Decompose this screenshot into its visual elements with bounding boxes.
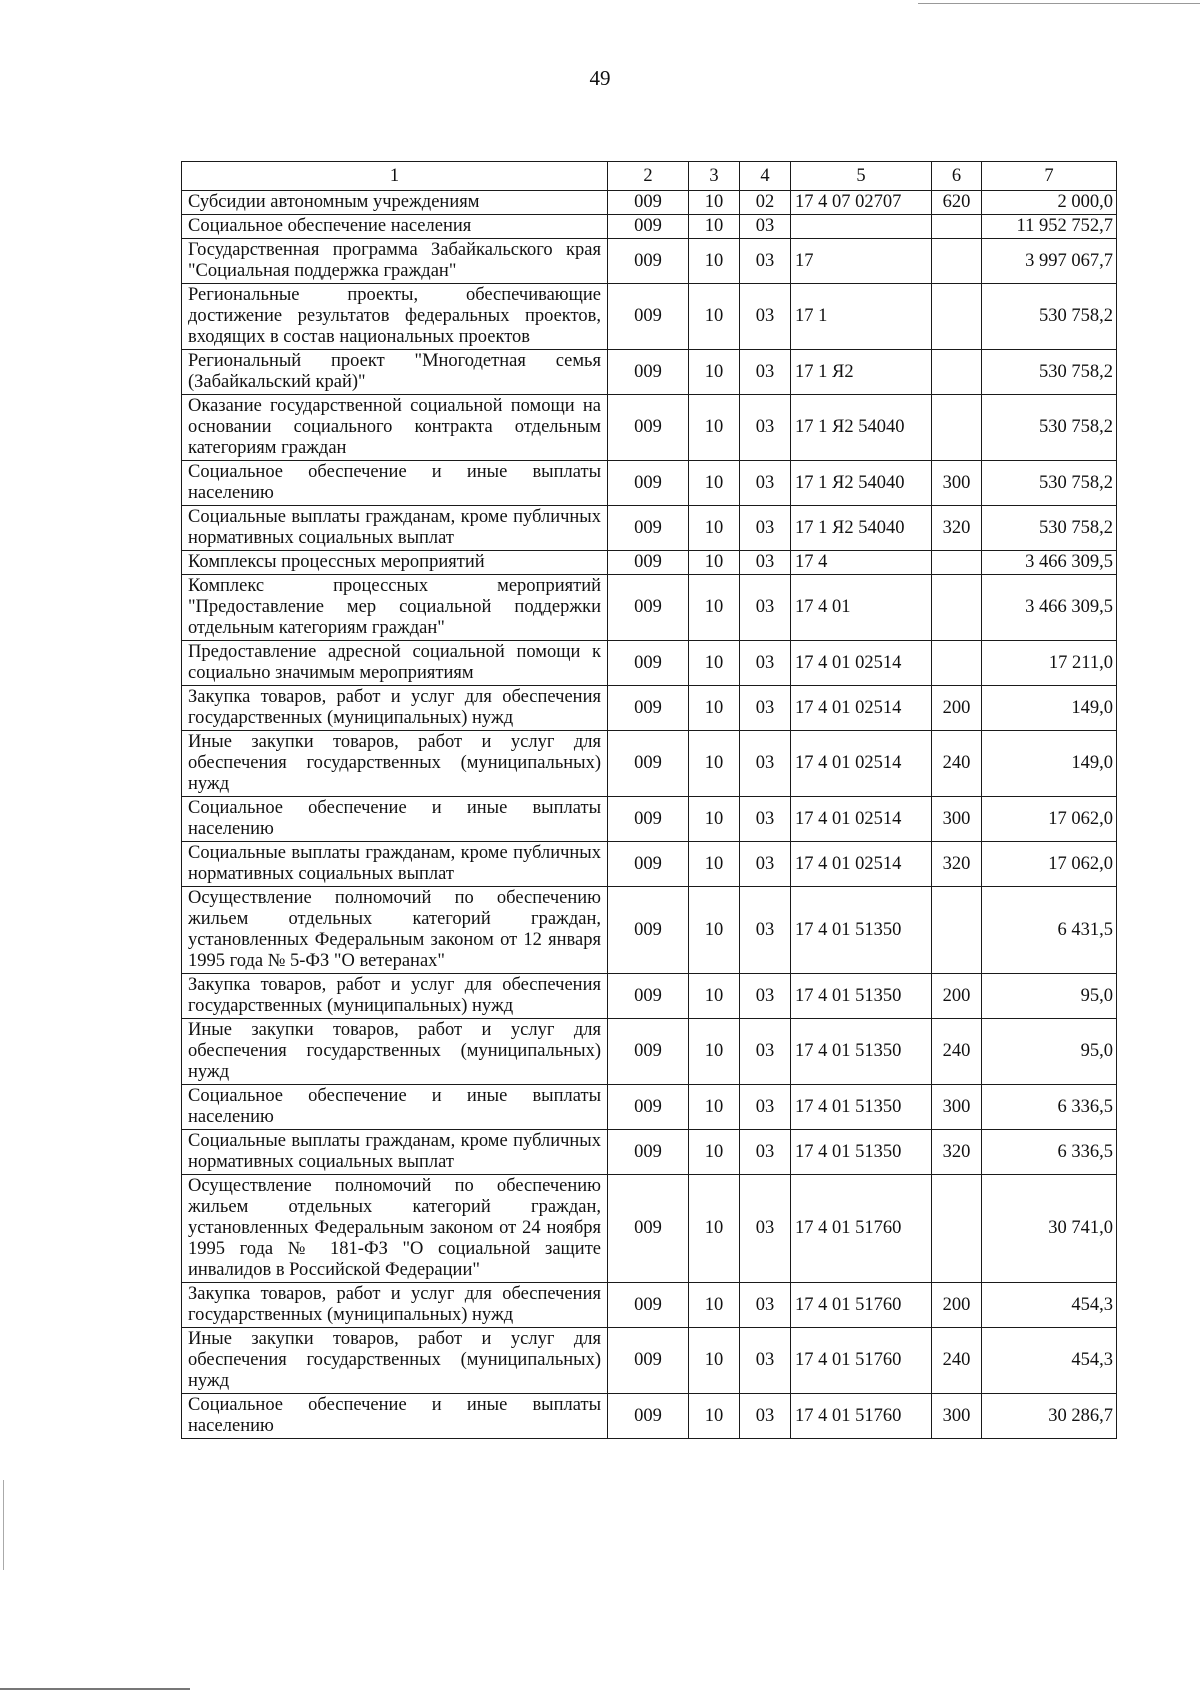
cell-name: Иные закупки товаров, работ и услуг для обеспечения государственных (муниципальных) нужд (182, 1019, 608, 1085)
cell-amount: 530 758,2 (982, 506, 1117, 551)
cell-target-article: 17 4 01 51350 (791, 887, 932, 974)
cell-amount: 11 952 752,7 (982, 215, 1117, 239)
column-header: 3 (689, 162, 740, 191)
cell-name: Социальные выплаты гражданам, кроме публичных нормативных социальных выплат (182, 842, 608, 887)
cell-name: Закупка товаров, работ и услуг для обеспечения государственных (муниципальных) нужд (182, 974, 608, 1019)
cell-name: Субсидии автономным учреждениям (182, 191, 608, 215)
cell-target-article: 17 4 01 51350 (791, 974, 932, 1019)
cell-grbs: 009 (608, 395, 689, 461)
cell-grbs: 009 (608, 239, 689, 284)
cell-amount: 149,0 (982, 686, 1117, 731)
cell-target-article: 17 1 Я2 54040 (791, 506, 932, 551)
cell-subsection: 02 (740, 191, 791, 215)
table-row (182, 887, 1117, 974)
cell-section: 10 (689, 797, 740, 842)
cell-amount: 530 758,2 (982, 350, 1117, 395)
cell-name: Закупка товаров, работ и услуг для обеспечения государственных (муниципальных) нужд (182, 686, 608, 731)
cell-expense-type: 320 (932, 842, 982, 887)
cell-subsection: 03 (740, 686, 791, 731)
cell-subsection: 03 (740, 1019, 791, 1085)
cell-section: 10 (689, 284, 740, 350)
cell-target-article: 17 4 01 (791, 575, 932, 641)
cell-amount: 530 758,2 (982, 395, 1117, 461)
cell-target-article: 17 4 01 02514 (791, 842, 932, 887)
cell-amount: 530 758,2 (982, 284, 1117, 350)
cell-amount: 149,0 (982, 731, 1117, 797)
cell-grbs: 009 (608, 887, 689, 974)
table-row (182, 731, 1117, 797)
cell-grbs: 009 (608, 974, 689, 1019)
cell-target-article: 17 4 01 02514 (791, 686, 932, 731)
cell-subsection: 03 (740, 887, 791, 974)
cell-grbs: 009 (608, 731, 689, 797)
cell-name: Иные закупки товаров, работ и услуг для обеспечения государственных (муниципальных) нужд (182, 1328, 608, 1394)
scan-edge-line (918, 3, 1200, 4)
cell-name: Социальные выплаты гражданам, кроме публичных нормативных социальных выплат (182, 1130, 608, 1175)
cell-expense-type: 200 (932, 1283, 982, 1328)
cell-amount: 2 000,0 (982, 191, 1117, 215)
cell-subsection: 03 (740, 974, 791, 1019)
cell-target-article: 17 4 01 02514 (791, 731, 932, 797)
cell-amount: 6 431,5 (982, 887, 1117, 974)
cell-grbs: 009 (608, 350, 689, 395)
cell-name: Социальное обеспечение и иные выплаты населению (182, 1085, 608, 1130)
cell-expense-type: 240 (932, 1019, 982, 1085)
cell-target-article: 17 4 07 02707 (791, 191, 932, 215)
cell-name: Региональный проект "Многодетная семья (Забайкальский край)" (182, 350, 608, 395)
cell-amount: 30 741,0 (982, 1175, 1117, 1283)
cell-grbs: 009 (608, 1130, 689, 1175)
cell-expense-type: 620 (932, 191, 982, 215)
cell-section: 10 (689, 1283, 740, 1328)
cell-expense-type (932, 887, 982, 974)
cell-amount: 3 466 309,5 (982, 551, 1117, 575)
table-row (182, 239, 1117, 284)
table-row (182, 1019, 1117, 1085)
cell-expense-type (932, 551, 982, 575)
budget-table (181, 161, 1117, 1439)
cell-name: Социальное обеспечение и иные выплаты населению (182, 461, 608, 506)
cell-expense-type: 240 (932, 1328, 982, 1394)
cell-name: Региональные проекты, обеспечивающие достижение результатов федеральных проектов, входящих в состав национальных проектов (182, 284, 608, 350)
table-row (182, 686, 1117, 731)
cell-section: 10 (689, 1130, 740, 1175)
cell-expense-type: 320 (932, 506, 982, 551)
table-row (182, 974, 1117, 1019)
cell-target-article (791, 215, 932, 239)
table-row (182, 551, 1117, 575)
cell-name: Государственная программа Забайкальского края "Социальная поддержка граждан" (182, 239, 608, 284)
table-row (182, 1130, 1117, 1175)
cell-grbs: 009 (608, 1085, 689, 1130)
cell-subsection: 03 (740, 575, 791, 641)
cell-target-article: 17 4 01 51350 (791, 1130, 932, 1175)
cell-amount: 3 997 067,7 (982, 239, 1117, 284)
scan-edge-line (3, 1480, 4, 1570)
cell-amount: 30 286,7 (982, 1394, 1117, 1439)
cell-grbs: 009 (608, 842, 689, 887)
cell-amount: 454,3 (982, 1328, 1117, 1394)
cell-subsection: 03 (740, 1130, 791, 1175)
cell-subsection: 03 (740, 284, 791, 350)
cell-expense-type (932, 1175, 982, 1283)
table-row (182, 1085, 1117, 1130)
cell-target-article: 17 1 Я2 54040 (791, 395, 932, 461)
cell-grbs: 009 (608, 1175, 689, 1283)
cell-section: 10 (689, 641, 740, 686)
cell-name: Социальное обеспечение и иные выплаты населению (182, 797, 608, 842)
cell-subsection: 03 (740, 842, 791, 887)
cell-amount: 6 336,5 (982, 1085, 1117, 1130)
column-header: 6 (932, 162, 982, 191)
cell-expense-type (932, 395, 982, 461)
cell-amount: 17 062,0 (982, 842, 1117, 887)
cell-expense-type: 200 (932, 974, 982, 1019)
cell-section: 10 (689, 239, 740, 284)
cell-section: 10 (689, 731, 740, 797)
cell-amount: 454,3 (982, 1283, 1117, 1328)
cell-target-article: 17 4 01 51760 (791, 1283, 932, 1328)
table-row (182, 842, 1117, 887)
cell-subsection: 03 (740, 506, 791, 551)
cell-grbs: 009 (608, 1328, 689, 1394)
cell-expense-type: 320 (932, 1130, 982, 1175)
cell-amount: 530 758,2 (982, 461, 1117, 506)
cell-amount: 95,0 (982, 1019, 1117, 1085)
cell-subsection: 03 (740, 1175, 791, 1283)
column-header: 1 (182, 162, 608, 191)
page-number: 49 (589, 66, 611, 90)
cell-expense-type (932, 350, 982, 395)
cell-amount: 17 211,0 (982, 641, 1117, 686)
cell-grbs: 009 (608, 506, 689, 551)
cell-target-article: 17 (791, 239, 932, 284)
column-header: 5 (791, 162, 932, 191)
cell-subsection: 03 (740, 395, 791, 461)
cell-name: Комплексы процессных мероприятий (182, 551, 608, 575)
cell-section: 10 (689, 1175, 740, 1283)
table-row (182, 1328, 1117, 1394)
cell-grbs: 009 (608, 461, 689, 506)
cell-grbs: 009 (608, 641, 689, 686)
cell-section: 10 (689, 974, 740, 1019)
cell-expense-type: 300 (932, 1085, 982, 1130)
cell-name: Предоставление адресной социальной помощи к социально значимым мероприятиям (182, 641, 608, 686)
cell-target-article: 17 4 01 02514 (791, 641, 932, 686)
cell-target-article: 17 4 01 51760 (791, 1394, 932, 1439)
table-row (182, 1283, 1117, 1328)
cell-section: 10 (689, 686, 740, 731)
cell-grbs: 009 (608, 575, 689, 641)
table-row (182, 1394, 1117, 1439)
cell-grbs: 009 (608, 284, 689, 350)
scan-edge-line (0, 1688, 190, 1690)
cell-target-article: 17 4 01 51760 (791, 1175, 932, 1283)
cell-section: 10 (689, 1328, 740, 1394)
cell-target-article: 17 1 (791, 284, 932, 350)
cell-section: 10 (689, 350, 740, 395)
cell-section: 10 (689, 506, 740, 551)
table-row (182, 506, 1117, 551)
table-row (182, 797, 1117, 842)
cell-section: 10 (689, 1085, 740, 1130)
cell-subsection: 03 (740, 1328, 791, 1394)
table-row (182, 641, 1117, 686)
cell-grbs: 009 (608, 191, 689, 215)
cell-target-article: 17 4 01 02514 (791, 797, 932, 842)
cell-grbs: 009 (608, 215, 689, 239)
table-row (182, 350, 1117, 395)
cell-target-article: 17 4 01 51350 (791, 1019, 932, 1085)
cell-expense-type (932, 239, 982, 284)
cell-subsection: 03 (740, 350, 791, 395)
cell-name: Осуществление полномочий по обеспечению жильем отдельных категорий граждан, установленных Федеральным законом от 24 ноября 1995 года № 181-ФЗ "О социальной защите инвалидов в Российской Федерации" (182, 1175, 608, 1283)
cell-subsection: 03 (740, 1085, 791, 1130)
cell-amount: 95,0 (982, 974, 1117, 1019)
cell-expense-type (932, 641, 982, 686)
cell-grbs: 009 (608, 1019, 689, 1085)
cell-subsection: 03 (740, 731, 791, 797)
table-row (182, 395, 1117, 461)
cell-subsection: 03 (740, 1283, 791, 1328)
cell-grbs: 009 (608, 686, 689, 731)
cell-subsection: 03 (740, 1394, 791, 1439)
cell-amount: 17 062,0 (982, 797, 1117, 842)
cell-target-article: 17 4 01 51760 (791, 1328, 932, 1394)
cell-expense-type: 240 (932, 731, 982, 797)
cell-section: 10 (689, 575, 740, 641)
cell-name: Социальное обеспечение населения (182, 215, 608, 239)
cell-target-article: 17 1 Я2 (791, 350, 932, 395)
cell-expense-type: 300 (932, 1394, 982, 1439)
column-header: 4 (740, 162, 791, 191)
cell-subsection: 03 (740, 641, 791, 686)
table-row (182, 191, 1117, 215)
cell-section: 10 (689, 1394, 740, 1439)
cell-name: Оказание государственной социальной помощи на основании социального контракта отдельным категориям граждан (182, 395, 608, 461)
cell-section: 10 (689, 191, 740, 215)
cell-section: 10 (689, 395, 740, 461)
cell-expense-type (932, 215, 982, 239)
column-header: 7 (982, 162, 1117, 191)
table-row (182, 215, 1117, 239)
table-row (182, 575, 1117, 641)
cell-name: Комплекс процессных мероприятий "Предоставление мер социальной поддержки отдельным категориям граждан" (182, 575, 608, 641)
cell-target-article: 17 4 01 51350 (791, 1085, 932, 1130)
table-header-row (182, 162, 1117, 191)
cell-section: 10 (689, 887, 740, 974)
cell-grbs: 009 (608, 797, 689, 842)
cell-name: Осуществление полномочий по обеспечению жильем отдельных категорий граждан, установленных Федеральным законом от 12 января 1995 года № 5-ФЗ "О ветеранах" (182, 887, 608, 974)
cell-expense-type (932, 575, 982, 641)
cell-subsection: 03 (740, 551, 791, 575)
cell-grbs: 009 (608, 1394, 689, 1439)
table-body (182, 162, 1117, 1439)
cell-target-article: 17 1 Я2 54040 (791, 461, 932, 506)
cell-subsection: 03 (740, 797, 791, 842)
table-row (182, 1175, 1117, 1283)
cell-amount: 6 336,5 (982, 1130, 1117, 1175)
cell-section: 10 (689, 1019, 740, 1085)
cell-section: 10 (689, 461, 740, 506)
cell-subsection: 03 (740, 239, 791, 284)
cell-name: Социальное обеспечение и иные выплаты населению (182, 1394, 608, 1439)
column-header: 2 (608, 162, 689, 191)
cell-grbs: 009 (608, 1283, 689, 1328)
cell-section: 10 (689, 215, 740, 239)
cell-name: Социальные выплаты гражданам, кроме публичных нормативных социальных выплат (182, 506, 608, 551)
cell-expense-type (932, 284, 982, 350)
cell-subsection: 03 (740, 215, 791, 239)
cell-subsection: 03 (740, 461, 791, 506)
cell-section: 10 (689, 842, 740, 887)
table-row (182, 284, 1117, 350)
cell-grbs: 009 (608, 551, 689, 575)
cell-expense-type: 300 (932, 461, 982, 506)
cell-target-article: 17 4 (791, 551, 932, 575)
table-row (182, 461, 1117, 506)
cell-name: Закупка товаров, работ и услуг для обеспечения государственных (муниципальных) нужд (182, 1283, 608, 1328)
cell-section: 10 (689, 551, 740, 575)
cell-amount: 3 466 309,5 (982, 575, 1117, 641)
cell-name: Иные закупки товаров, работ и услуг для обеспечения государственных (муниципальных) нужд (182, 731, 608, 797)
cell-expense-type: 200 (932, 686, 982, 731)
cell-expense-type: 300 (932, 797, 982, 842)
